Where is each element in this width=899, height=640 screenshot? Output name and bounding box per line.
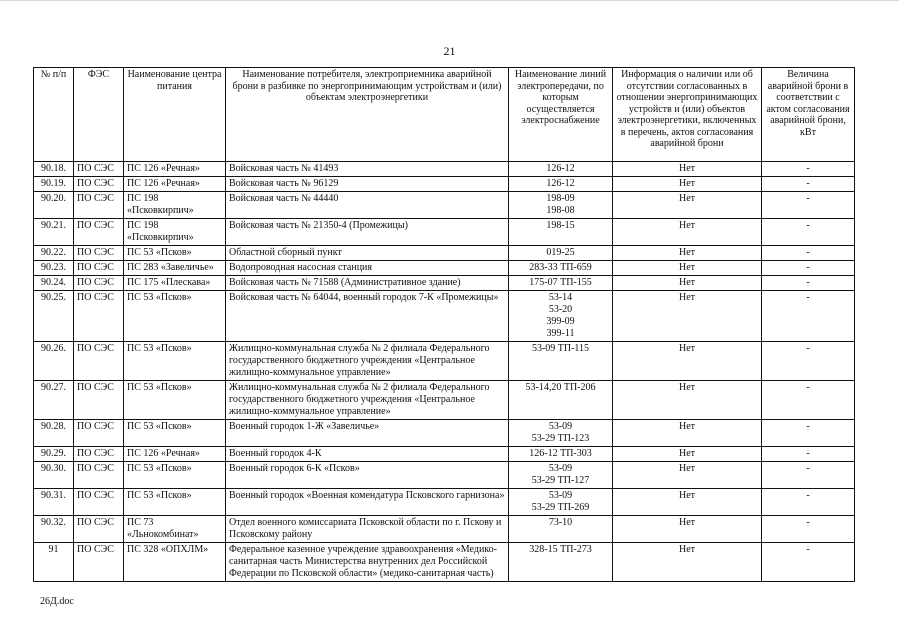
row-consumer: Военный городок 1-Ж «Завеличье» [226,420,509,447]
power-reserve-table [33,67,855,582]
document-filename: 26Д.doc [40,596,74,607]
table-row [34,543,855,582]
row-reserve-value: - [762,177,855,192]
row-fes: ПО СЭС [74,381,124,420]
row-consumer: Водопроводная насосная станция [226,261,509,276]
row-fes: ПО СЭС [74,420,124,447]
table-body [34,162,855,582]
row-transmission-lines [509,261,613,276]
table-row [34,342,855,381]
table-row [34,420,855,447]
row-number: 90.18. [34,162,74,177]
row-fes: ПО СЭС [74,162,124,177]
row-number: 90.21. [34,219,74,246]
table-row [34,276,855,291]
row-number: 90.20. [34,192,74,219]
row-fes: ПО СЭС [74,276,124,291]
table-row [34,192,855,219]
row-number: 90.23. [34,261,74,276]
row-reserve-value: - [762,543,855,582]
row-power-center: ПС 175 «Плескава» [124,276,226,291]
row-agreement-info: Нет [613,219,762,246]
table-header-row [34,68,855,162]
line-code: 73-10 [548,517,573,528]
row-transmission-lines [509,219,613,246]
row-reserve-value: - [762,246,855,261]
row-agreement-info: Нет [613,420,762,447]
header-reserve-value: Величина аварийной брони в соответствии с актом согласования аварийной брони, кВт [762,68,855,162]
table-row [34,462,855,489]
row-number: 90.28. [34,420,74,447]
table-row [34,177,855,192]
row-transmission-lines [509,447,613,462]
row-consumer: Жилищно-коммунальная служба № 2 филиала Федерального государственного бюджетного учреждения «Центральное жилищно-коммунальное управление» [226,381,509,420]
row-fes: ПО СЭС [74,447,124,462]
row-power-center: ПС 126 «Речная» [124,162,226,177]
row-power-center: ПС 53 «Псков» [124,246,226,261]
row-fes: ПО СЭС [74,462,124,489]
row-number: 90.22. [34,246,74,261]
row-fes: ПО СЭС [74,489,124,516]
line-code: 53-09 [548,463,573,474]
row-agreement-info: Нет [613,291,762,342]
row-consumer: Войсковая часть № 21350-4 (Промежицы) [226,219,509,246]
row-number: 90.26. [34,342,74,381]
line-code: 126-12 ТП-303 [529,448,592,459]
row-power-center: ПС 126 «Речная» [124,177,226,192]
row-number: 90.24. [34,276,74,291]
row-fes: ПО СЭС [74,261,124,276]
line-code: 198-15 [546,220,575,231]
row-agreement-info: Нет [613,246,762,261]
row-transmission-lines [509,420,613,447]
row-fes: ПО СЭС [74,192,124,219]
row-consumer: Войсковая часть № 41493 [226,162,509,177]
table-row [34,291,855,342]
line-code: 53-29 ТП-269 [531,502,590,513]
row-agreement-info: Нет [613,162,762,177]
row-transmission-lines [509,516,613,543]
row-power-center: ПС 328 «ОПХЛМ» [124,543,226,582]
row-consumer: Отдел военного комиссариата Псковской области по г. Пскову и Псковскому району [226,516,509,543]
row-transmission-lines [509,342,613,381]
line-code: 53-09 [548,421,573,432]
table-row [34,162,855,177]
line-code: 53-29 ТП-127 [531,475,590,486]
row-power-center: ПС 198 «Псковкирпич» [124,219,226,246]
table-row [34,246,855,261]
line-code: 126-12 [546,163,575,174]
row-consumer: Войсковая часть № 44440 [226,192,509,219]
row-agreement-info: Нет [613,543,762,582]
line-code: 198-09 [546,193,575,204]
row-number: 90.30. [34,462,74,489]
row-consumer: Войсковая часть № 71588 (Административное здание) [226,276,509,291]
table-row [34,381,855,420]
row-fes: ПО СЭС [74,342,124,381]
row-reserve-value: - [762,381,855,420]
row-agreement-info: Нет [613,489,762,516]
row-agreement-info: Нет [613,276,762,291]
row-consumer: Военный городок «Военная комендатура Псковского гарнизона» [226,489,509,516]
row-number: 90.25. [34,291,74,342]
line-code: 175-07 ТП-155 [529,277,592,288]
header-number: № п/п [34,68,74,162]
line-code: 328-15 ТП-273 [529,544,592,555]
row-transmission-lines [509,246,613,261]
scan-edge-line [0,0,899,1]
row-agreement-info: Нет [613,261,762,276]
row-consumer: Военный городок 4-К [226,447,509,462]
row-reserve-value: - [762,516,855,543]
row-fes: ПО СЭС [74,219,124,246]
row-power-center: ПС 53 «Псков» [124,489,226,516]
row-reserve-value: - [762,162,855,177]
row-power-center: ПС 53 «Псков» [124,420,226,447]
line-code: 53-14,20 ТП-206 [525,382,596,393]
line-code: 399-09 [546,316,575,327]
row-agreement-info: Нет [613,381,762,420]
row-reserve-value: - [762,342,855,381]
row-power-center: ПС 53 «Псков» [124,462,226,489]
row-reserve-value: - [762,219,855,246]
line-code: 126-12 [546,178,575,189]
line-code: 399-11 [546,328,575,339]
row-reserve-value: - [762,489,855,516]
row-agreement-info: Нет [613,177,762,192]
row-consumer: Войсковая часть № 96129 [226,177,509,192]
row-fes: ПО СЭС [74,543,124,582]
row-number: 91 [34,543,74,582]
row-transmission-lines [509,291,613,342]
row-agreement-info: Нет [613,342,762,381]
row-reserve-value: - [762,276,855,291]
header-consumer: Наименование потребителя, электроприемника аварийной брони в разбивке по энергопринимающим устройствам и (или) объектам электроэнергетики [226,68,509,162]
row-reserve-value: - [762,261,855,276]
row-transmission-lines [509,543,613,582]
row-number: 90.29. [34,447,74,462]
header-transmission-lines: Наименование линий электропередачи, по которым осуществляется электроснабжение [509,68,613,162]
row-number: 90.31. [34,489,74,516]
row-power-center: ПС 198 «Псковкирпич» [124,192,226,219]
row-reserve-value: - [762,462,855,489]
row-power-center: ПС 283 «Завеличье» [124,261,226,276]
page-number: 21 [443,44,456,58]
row-consumer: Военный городок 6-К «Псков» [226,462,509,489]
line-code: 53-14 [548,292,573,303]
row-fes: ПО СЭС [74,246,124,261]
row-agreement-info: Нет [613,447,762,462]
line-code: 53-20 [548,304,573,315]
row-transmission-lines [509,177,613,192]
row-reserve-value: - [762,291,855,342]
row-transmission-lines [509,462,613,489]
row-agreement-info: Нет [613,516,762,543]
row-number: 90.27. [34,381,74,420]
line-code: 198-08 [546,205,575,216]
header-agreement-info: Информация о наличии или об отсутствии согласованных в отношении энергопринимающих устройств и (или) объектов электроэнергетики, включенных в перечень, актов согласования аварийной брони [613,68,762,162]
table-row [34,219,855,246]
row-power-center: ПС 53 «Псков» [124,342,226,381]
row-consumer: Федеральное казенное учреждение здравоохранения «Медико-санитарная часть Министерства внутренних дел Российской Федерации по Псковской области» (медико-санитарная часть) [226,543,509,582]
row-transmission-lines [509,381,613,420]
table-row [34,261,855,276]
table-row [34,447,855,462]
header-power-center: Наименование центра питания [124,68,226,162]
row-fes: ПО СЭС [74,177,124,192]
row-number: 90.32. [34,516,74,543]
row-reserve-value: - [762,192,855,219]
row-agreement-info: Нет [613,192,762,219]
row-agreement-info: Нет [613,462,762,489]
row-consumer: Войсковая часть № 64044, военный городок 7-К «Промежицы» [226,291,509,342]
row-power-center: ПС 73 «Льнокомбинат» [124,516,226,543]
table-row [34,516,855,543]
line-code: 283-33 ТП-659 [529,262,592,273]
row-power-center: ПС 53 «Псков» [124,381,226,420]
row-consumer: Областной сборный пункт [226,246,509,261]
header-fes: ФЭС [74,68,124,162]
row-reserve-value: - [762,447,855,462]
line-code: 53-09 ТП-115 [531,343,590,354]
row-fes: ПО СЭС [74,516,124,543]
row-transmission-lines [509,192,613,219]
row-transmission-lines [509,162,613,177]
line-code: 53-29 ТП-123 [531,433,590,444]
row-fes: ПО СЭС [74,291,124,342]
table-row [34,489,855,516]
row-consumer: Жилищно-коммунальная служба № 2 филиала Федерального государственного бюджетного учреждения «Центральное жилищно-коммунальное управление» [226,342,509,381]
row-power-center: ПС 126 «Речная» [124,447,226,462]
line-code: 53-09 [548,490,573,501]
row-number: 90.19. [34,177,74,192]
row-transmission-lines [509,489,613,516]
line-code: 019-25 [546,247,575,258]
row-power-center: ПС 53 «Псков» [124,291,226,342]
row-transmission-lines [509,276,613,291]
row-reserve-value: - [762,420,855,447]
